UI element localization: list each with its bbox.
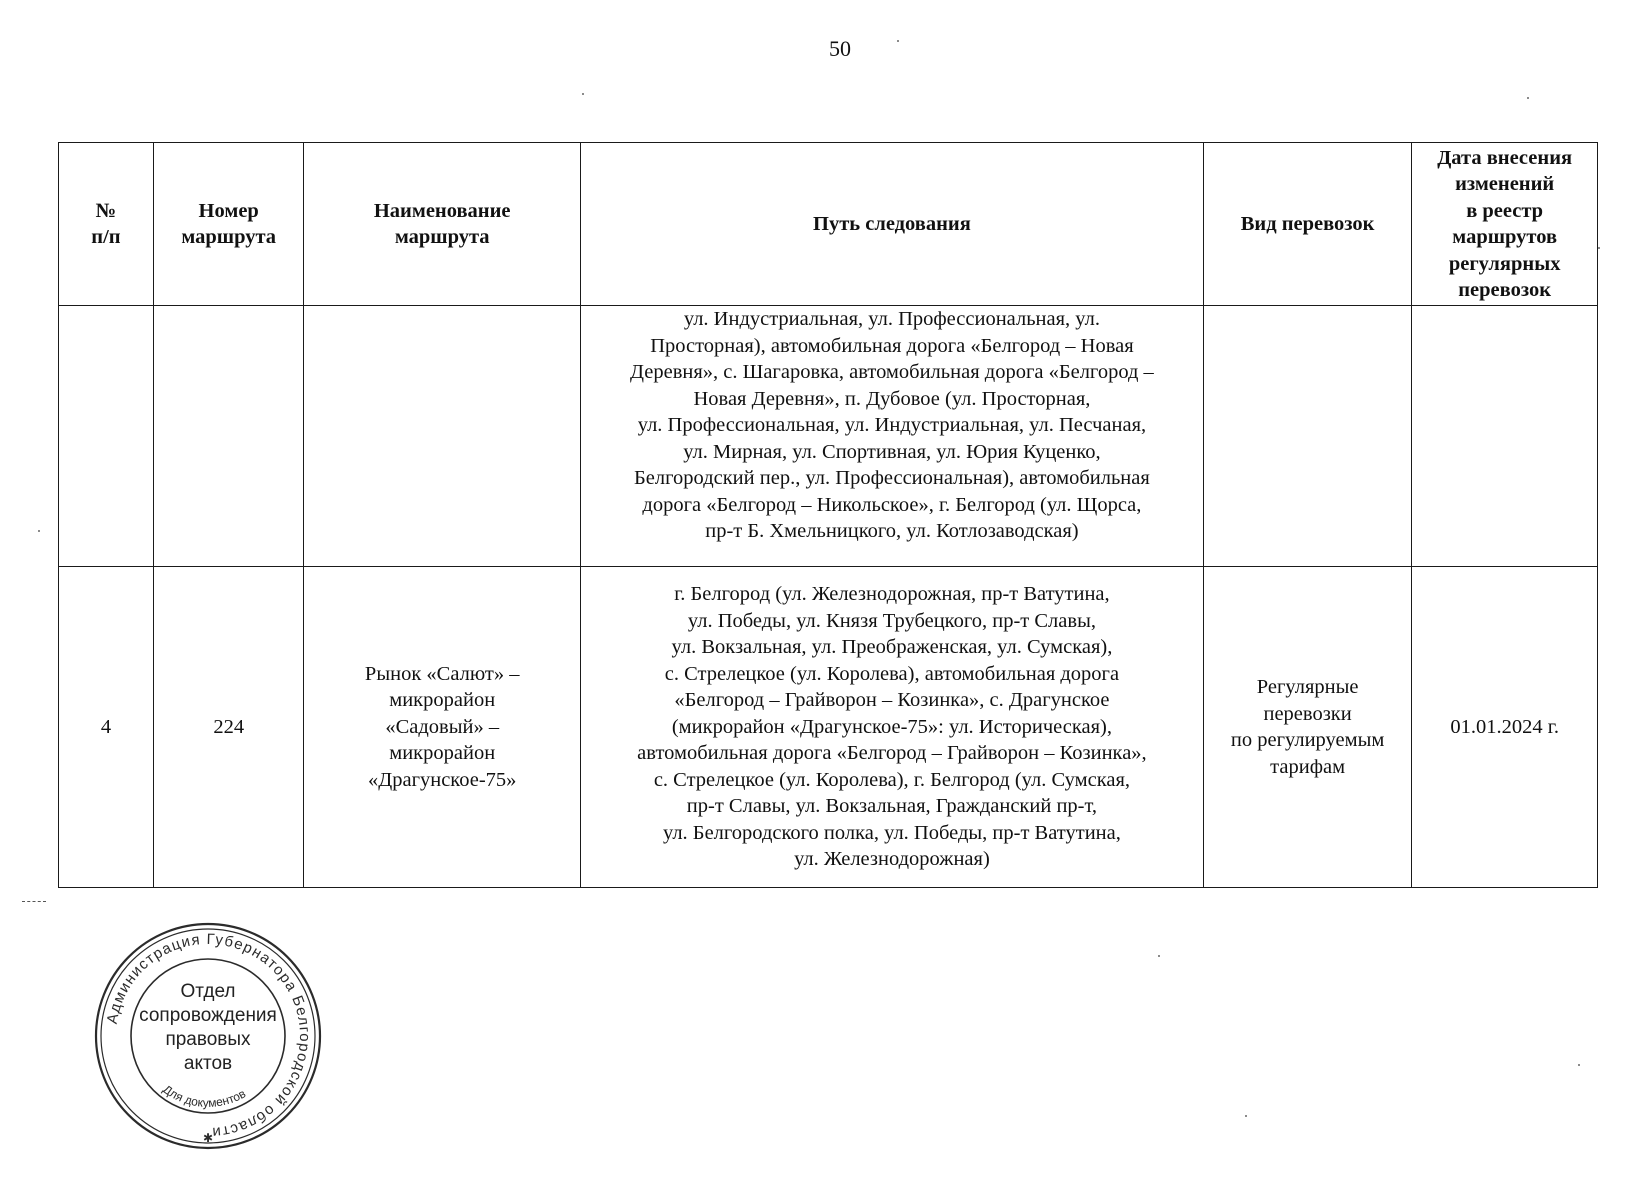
cell-text: 01.01.2024 г. — [1450, 715, 1559, 738]
header-transport-type — [1203, 143, 1411, 306]
cell-route-name — [304, 567, 580, 888]
scan-speck — [1158, 955, 1160, 957]
stamp-line: Отдел — [180, 981, 236, 1002]
cell-text: № п/п — [91, 199, 121, 248]
cell-text: Путь следования — [813, 212, 971, 235]
cell-text: 4 — [100, 715, 112, 738]
cell-change-date — [1412, 567, 1598, 888]
cell-text: ул. Индустриальная, ул. Профессиональная, ул. Просторная), автомобильная дорога «Белгород – Новая Деревня», с. Шагаровка, автомобильная дорога «Белгород – Новая Деревня», п. Дубовое (ул. Просторная, ул. Профессиональная, ул. Индустриальная, ул. Песчаная, ул. Мирная, ул. Спортивная, ул. Юрия Куценко, Белгородский пер., ул. Профессиональная), автомобильная дорога «Белгород – Никольское», г. Белгород (ул. Щорса, пр-т Б. Хмельницкого, ул. Котлозаводская) — [630, 308, 1154, 542]
official-stamp — [92, 920, 324, 1152]
stamp-ring-text: Администрация Губернатора Белгородской области — [103, 930, 314, 1142]
cell-text: 224 — [213, 715, 245, 738]
table-header-row — [59, 143, 1598, 306]
stamp-center-text — [92, 980, 324, 1076]
scan-speck — [1527, 97, 1529, 99]
header-route-number — [153, 143, 304, 306]
cell-route-path — [580, 567, 1203, 888]
cell-change-date — [1412, 306, 1598, 567]
header-route-path — [580, 143, 1203, 306]
stamp-line: актов — [183, 1053, 233, 1074]
cell-route-number — [153, 306, 304, 567]
cell-text: Наименование маршрута — [373, 199, 511, 248]
cell-route-path — [580, 306, 1203, 567]
cell-text: Вид перевозок — [1240, 212, 1375, 235]
stamp-star-icon: ✱ — [202, 1131, 214, 1145]
cell-index — [59, 567, 154, 888]
cell-route-name — [304, 306, 580, 567]
cell-text: г. Белгород (ул. Железнодорожная, пр-т Ватутина, ул. Победы, ул. Князя Трубецкого, пр-т Славы, ул. Вокзальная, ул. Преображенская, ул. Сумская), с. Стрелецкое (ул. Королева), автомобильная дорога «Белгород – Грайворон – Козинка», с. Драгунское (микрорайон «Драгунское-75»: ул. Историческая), автомобильная дорога «Белгород – Грайворон – Козинка», с. Стрелецкое (ул. Королева), г. Белгород (ул. Сумская, пр-т Славы, ул. Вокзальная, Гражданский пр-т, ул. Белгородского полка, ул. Победы, пр-т Ватутина, ул. Железнодорожная) — [637, 583, 1147, 871]
cell-transport-type — [1203, 567, 1411, 888]
header-route-name — [304, 143, 580, 306]
scan-speck — [38, 530, 40, 532]
cell-text: Рынок «Салют» – микрорайон «Садовый» – микрорайон «Драгунское-75» — [364, 662, 520, 791]
scan-speck — [1245, 1115, 1247, 1117]
stamp-line: правовых — [165, 1029, 251, 1050]
stamp-line: сопровождения — [139, 1005, 277, 1026]
stamp-bottom-text: Для документов — [160, 1081, 249, 1110]
scan-speck — [1578, 1064, 1580, 1066]
margin-dash-mark — [22, 901, 46, 902]
table-row — [59, 567, 1598, 888]
scan-speck — [582, 93, 584, 95]
cell-text: Регулярные перевозки по регулируемым тарифам — [1230, 676, 1385, 778]
cell-text: Номер маршрута — [181, 199, 277, 248]
header-index — [59, 143, 154, 306]
svg-text:Для документов — [160, 1082, 248, 1110]
page-number: 50 — [829, 36, 851, 61]
cell-text: Дата внесения изменений в реестр маршрутов регулярных перевозок — [1437, 146, 1573, 301]
table-row — [59, 306, 1598, 567]
cell-index — [59, 306, 154, 567]
header-change-date — [1412, 143, 1598, 306]
routes-table — [58, 142, 1598, 888]
scan-speck — [897, 40, 899, 42]
scan-speck — [1598, 247, 1600, 249]
cell-transport-type — [1203, 306, 1411, 567]
cell-route-number — [153, 567, 304, 888]
